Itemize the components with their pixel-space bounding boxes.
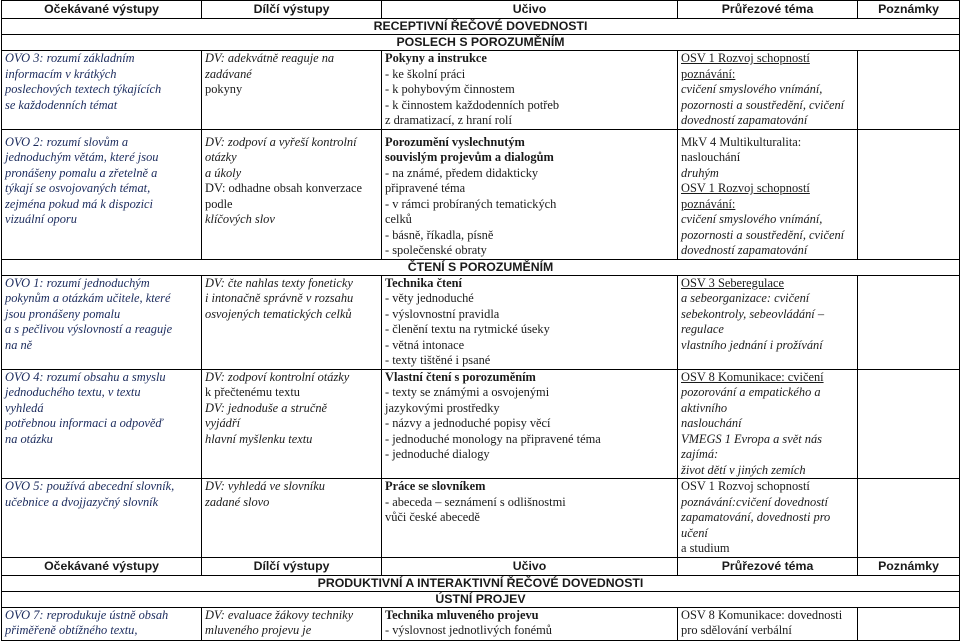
outcome-text: reprodukuje ústně obsah [46,607,169,622]
cross-topic-text: zapamatování, dovednosti pro učení [681,510,831,540]
outcome-text: vyhledá [5,400,44,415]
partial-text: mluveného projevu je [205,623,312,637]
outcome-text: jednoduchého textu, v textu [5,385,141,399]
outcome-ovo2: OVO 2: rozumí slovům a jednoduchým větám, které jsou pronášeny pomalu a zřetelně a týkají se osvojovaných témat, zejména pokud má k dispozici vizuální oporu [2,129,202,259]
partial-text: podle [205,196,233,211]
curriculum-u2 [382,129,678,259]
section-row [2,591,960,607]
outcome-text: na otázku [5,431,53,446]
cross-topic-text: sebekontroly, sebeovládání – [681,306,825,321]
header-expected-outcomes: Očekávané výstupy [2,1,202,19]
outcome-text: týkají se osvojovaných témat, [5,181,151,195]
curriculum-item: - abeceda – seznámení s odlišnostmi [385,494,566,509]
section-reading: ČTENÍ S POROZUMĚNÍM [2,259,960,275]
outcome-ovo1: OVO 1: rozumí jednoduchým pokynům a otázkám učitele, které jsou pronášeny pomalu a s pečlivou výslovností a reaguje na ně [2,275,202,369]
curriculum-item: - členění textu na rytmické úseky [385,322,550,336]
curriculum-u3 [382,275,678,369]
cross-topic-text: dovedností zapamatování [681,113,808,127]
curriculum-item: - jednoduché dialogy [385,447,490,461]
curriculum-item: - v rámci probíraných tematických [385,196,557,211]
curriculum-title: Technika čtení [385,275,462,290]
cross-topic-text: pozorování a empatického a [681,385,821,399]
cross-topic-text: MkV 4 Multikulturalita: naslouchání [681,134,802,164]
partial-dv4 [202,369,382,479]
outcome-code: OVO 7 [5,607,40,622]
partial-text: klíčových slov [205,212,275,226]
cross-topic-text: pozornosti a soustředění, cvičení [681,97,845,112]
outcome-code: OVO 5 [5,479,40,493]
curriculum-item: vůči české abecedě [385,510,480,524]
outcome-text: přiměřeně obtížného textu, [5,623,138,637]
partial-dv7 [202,607,382,640]
table-row [2,607,960,640]
header-partial-outcomes: Dílčí výstupy [202,557,382,575]
outcome-ovo4: OVO 4: rozumí obsahu a smyslu jednoduchého textu, v textu vyhledá potřebnou informaci a odpověď na otázku [2,369,202,479]
partial-text: osvojených tematických celků [205,306,352,321]
cross-topic-text: a studium [681,541,730,555]
outcome-code: OVO 4 [5,369,40,384]
curriculum-item: celků [385,212,412,226]
curriculum-title: Technika mluveného projevu [385,607,539,622]
cross-topic-text: cvičení smyslového vnímání, [681,212,823,226]
outcome-ovo7: OVO 7: reprodukuje ústně obsah přiměřeně obtížného textu, [2,607,202,640]
curriculum-item: - k pohybovým činnostem [385,82,515,96]
partial-text: DV: jednoduše a stručně [205,400,328,415]
partial-text: a úkoly [205,165,242,180]
cross-topic-text: OSV 1 Rozvoj schopností [681,479,810,493]
cross-topic-text: druhým [681,165,719,180]
curriculum-table [1,0,960,641]
partial-text: DV: adekvátně reaguje na [205,51,335,65]
section-receptive: RECEPTIVNÍ ŘEČOVÉ DOVEDNOSTI [2,19,960,35]
outcome-text: zejména pokud má k dispozici [5,196,153,211]
outcome-text: pokynům a otázkám učitele, které [5,291,171,305]
cross-topic-text: pozornosti a soustředění, cvičení [681,227,845,242]
section-row [2,35,960,51]
partial-text: DV: zodpoví a vyřeší kontrolní [205,134,357,149]
cross-topic-text: dovedností zapamatování [681,243,808,257]
notes-cell [858,607,960,640]
partial-dv5 [202,479,382,558]
cross-topic-text: VMEGS 1 Evropa a svět nás zajímá: [681,431,822,461]
table-row [2,129,960,259]
cross-topic-p2 [678,129,858,259]
header-expected-outcomes: Očekávané výstupy [2,557,202,575]
outcome-code: OVO 2 [5,134,40,149]
header-notes: Poznámky [858,1,960,19]
cross-topic-text: OSV 1 Rozvoj schopností poznávání: [681,181,810,211]
outcome-text: informacím v krátkých [5,66,117,81]
cross-topic-text: poznávání:cvičení dovedností [681,494,828,509]
partial-text: k přečtenému textu [205,385,300,399]
section-row [2,575,960,591]
outcome-text: poslechových textech týkajících [5,82,162,96]
section-oral: ÚSTNÍ PROJEV [2,591,960,607]
cross-topic-p4 [678,369,858,479]
partial-dv1 [202,51,382,130]
cross-topic-text: OSV 8 Komunikace: cvičení [681,369,824,384]
header-cross-topic: Průřezové téma [678,557,858,575]
partial-text: vyjádří [205,416,241,430]
partial-text: zadané slovo [205,494,270,509]
partial-text: DV: evaluace žákovy techniky [205,607,354,622]
section-row [2,19,960,35]
outcome-text: učebnice a dvojjazyčný slovník [5,494,159,509]
curriculum-item: - na známé, předem didakticky [385,165,539,180]
notes-cell [858,479,960,558]
curriculum-item: - větná intonace [385,337,465,352]
curriculum-u4 [382,369,678,479]
cross-topic-text: pro sdělování verbální [681,623,792,637]
outcome-text: jednoduchým větám, které jsou [5,150,159,164]
partial-text: zadávané [205,66,252,81]
header-partial-outcomes: Dílčí výstupy [202,1,382,19]
header-cross-topic: Průřezové téma [678,1,858,19]
cross-topic-text: aktivního [681,400,728,415]
header-curriculum: Učivo [382,1,678,19]
notes-cell [858,369,960,479]
header-row [2,1,960,19]
outcome-code: OVO 1 [5,275,40,290]
cross-topic-p5 [678,479,858,558]
curriculum-item: připravené téma [385,181,466,195]
table-row [2,369,960,479]
notes-cell [858,275,960,369]
outcome-text: rozumí základním [46,51,135,65]
cross-topic-text: OSV 3 Seberegulace [681,275,784,290]
curriculum-item: - názvy a jednoduché popisy věcí [385,416,551,430]
section-productive: PRODUKTIVNÍ A INTERAKTIVNÍ ŘEČOVÉ DOVEDNOSTI [2,575,960,591]
partial-text: DV: vyhledá ve slovníku [205,479,325,493]
curriculum-item: - k činnostem každodenních potřeb [385,97,560,112]
curriculum-title: souvislým projevům a dialogům [385,150,554,164]
outcome-text: potřebnou informaci a odpověď [5,416,163,430]
curriculum-title: Práce se slovníkem [385,479,486,493]
partial-text: i intonačně správně v rozsahu [205,291,354,305]
outcome-text: se každodenních témat [5,97,118,112]
outcome-text: používá abecední slovník, [46,479,175,493]
section-row [2,259,960,275]
header-notes: Poznámky [858,557,960,575]
cross-topic-p1 [678,51,858,130]
curriculum-item: - věty jednoduché [385,291,474,305]
curriculum-title: Vlastní čtení s porozuměním [385,369,536,384]
section-listening: POSLECH S POROZUMĚNÍM [2,35,960,51]
partial-text: pokyny [205,82,243,96]
outcome-text: jsou pronášeny pomalu [5,306,121,321]
outcome-text: rozumí obsahu a smyslu [46,369,166,384]
header-curriculum: Učivo [382,557,678,575]
outcome-text: pronášeny pomalu a zřetelně a [5,165,158,180]
cross-topic-p7 [678,607,858,640]
notes-cell [858,129,960,259]
header-row [2,557,960,575]
curriculum-item: - výslovnostní pravidla [385,306,500,321]
table-row [2,275,960,369]
outcome-ovo5: OVO 5: používá abecední slovník, učebnice a dvojjazyčný slovník [2,479,202,558]
curriculum-item: - texty tištěné i psané [385,353,491,367]
cross-topic-text: život dětí v jiných zemích [681,462,806,477]
curriculum-item: - společenské obraty [385,243,487,257]
curriculum-u5 [382,479,678,558]
partial-text: otázky [205,150,237,164]
partial-dv2 [202,129,382,259]
outcome-text: rozumí slovům a [46,134,129,149]
curriculum-u1 [382,51,678,130]
outcome-text: a s pečlivou výslovností a reaguje [5,322,173,336]
table-row [2,51,960,130]
cross-topic-text: regulace [681,322,724,336]
cross-topic-text: OSV 1 Rozvoj schopností poznávání: [681,51,810,81]
curriculum-item: - básně, říkadla, písně [385,227,494,242]
cross-topic-text: naslouchání [681,416,742,430]
partial-text: DV: čte nahlas texty foneticky [205,275,353,290]
outcome-text: vizuální oporu [5,212,77,226]
cross-topic-text: vlastního jednání i prožívání [681,337,823,352]
curriculum-item: jazykovými prostředky [385,400,500,415]
curriculum-title: Porozumění vyslechnutým [385,134,525,149]
outcome-text: rozumí jednoduchým [46,275,150,290]
outcome-ovo3: OVO 3: rozumí základním informacím v krátkých poslechových textech týkajících se každodenních témat [2,51,202,130]
cross-topic-text: OSV 8 Komunikace: dovednosti [681,607,843,622]
notes-cell [858,51,960,130]
cross-topic-p3 [678,275,858,369]
partial-text: DV: zodpoví kontrolní otázky [205,369,350,384]
partial-text: DV: odhadne obsah konverzace [205,181,362,195]
table-row [2,479,960,558]
curriculum-item: - texty se známými a osvojenými [385,385,550,399]
curriculum-title: Pokyny a instrukce [385,51,487,65]
curriculum-item: z dramatizací, z hraní rolí [385,113,512,127]
outcome-text: na ně [5,337,33,352]
curriculum-item: - výslovnost jednotlivých fonémů [385,623,552,637]
curriculum-item: - jednoduché monology na připravené téma [385,431,601,446]
curriculum-u7 [382,607,678,640]
partial-text: hlavní myšlenku textu [205,431,313,446]
partial-dv3 [202,275,382,369]
curriculum-item: - ke školní práci [385,66,466,81]
outcome-code: OVO 3 [5,51,40,65]
cross-topic-text: cvičení smyslového vnímání, [681,82,823,96]
cross-topic-text: a sebeorganizace: cvičení [681,291,810,305]
